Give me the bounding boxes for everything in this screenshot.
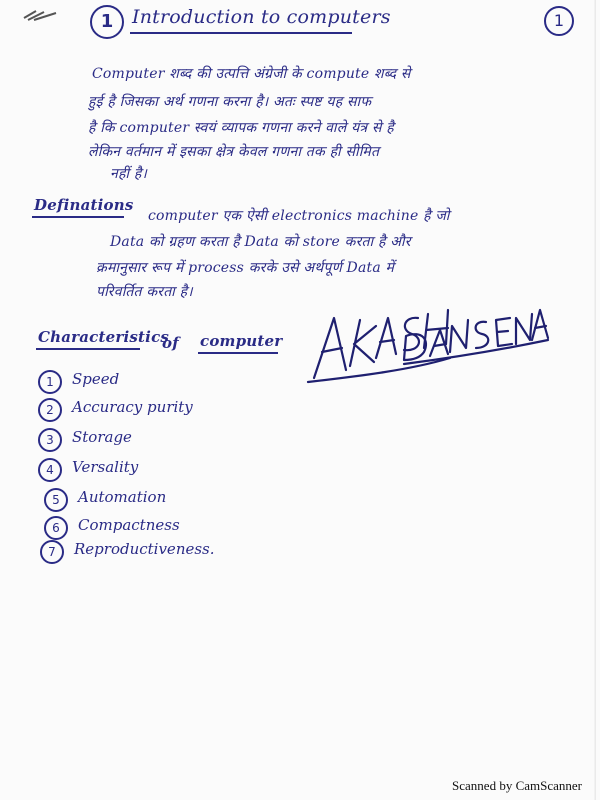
- intro-line: Computer शब्द की उत्पत्ति अंग्रेजी के compute शब्द से: [92, 66, 411, 82]
- list-item-label: Speed: [72, 370, 120, 388]
- intro-line: है कि computer स्वयं व्यापक गणना करने वाले यंत्र से है: [88, 120, 394, 136]
- page-number-badge: 1: [544, 6, 574, 36]
- scanner-watermark: Scanned by CamScanner: [452, 778, 582, 793]
- intro-line: हुई है जिसका अर्थ गणना करना है। अतः स्पष्ट यह साफ: [88, 94, 372, 110]
- characteristics-subject: computer: [200, 332, 283, 350]
- characteristics-subject-underline: [198, 352, 278, 354]
- list-item-number: 4: [38, 458, 62, 482]
- list-item-number: 3: [38, 428, 62, 452]
- list-item-label: Compactness: [78, 516, 180, 534]
- page-title: Introduction to computers: [132, 6, 391, 28]
- page-edge-shadow: [593, 0, 596, 800]
- list-item-number: 7: [40, 540, 64, 564]
- definition-heading-underline: [32, 216, 124, 218]
- list-item-number: 2: [38, 398, 62, 422]
- intro-line: लेकिन वर्तमान में इसका क्षेत्र केवल गणना तक ही सीमित: [88, 144, 380, 160]
- definition-line: परिवर्तित करता है।: [96, 284, 193, 300]
- list-item-label: Reproductiveness.: [74, 540, 215, 558]
- title-number-badge: 1: [90, 5, 124, 39]
- list-item-label: Versality: [72, 458, 139, 476]
- characteristics-heading: Characteristics: [38, 328, 170, 346]
- definition-line: Data को ग्रहण करता है Data को store करता है और: [110, 234, 411, 250]
- list-item-number: 6: [44, 516, 68, 540]
- list-item-label: Storage: [72, 428, 132, 446]
- list-item-label: Automation: [78, 488, 167, 506]
- definition-line: क्रमानुसार रूप में process करके उसे अर्थपूर्ण Data में: [96, 260, 395, 276]
- corner-scribble-mark: [22, 8, 62, 22]
- characteristics-heading-underline: [36, 348, 140, 350]
- list-item-number: 1: [38, 370, 62, 394]
- characteristics-of-text: of: [162, 334, 179, 352]
- list-item-number: 5: [44, 488, 68, 512]
- title-underline: [130, 32, 352, 34]
- list-item-label: Accuracy purity: [72, 398, 193, 416]
- handwritten-signature: [300, 300, 550, 390]
- definition-line: computer एक ऐसी electronics machine है जो: [148, 208, 450, 224]
- intro-line: नहीं है।: [110, 166, 148, 182]
- definition-heading: Definations: [34, 196, 134, 214]
